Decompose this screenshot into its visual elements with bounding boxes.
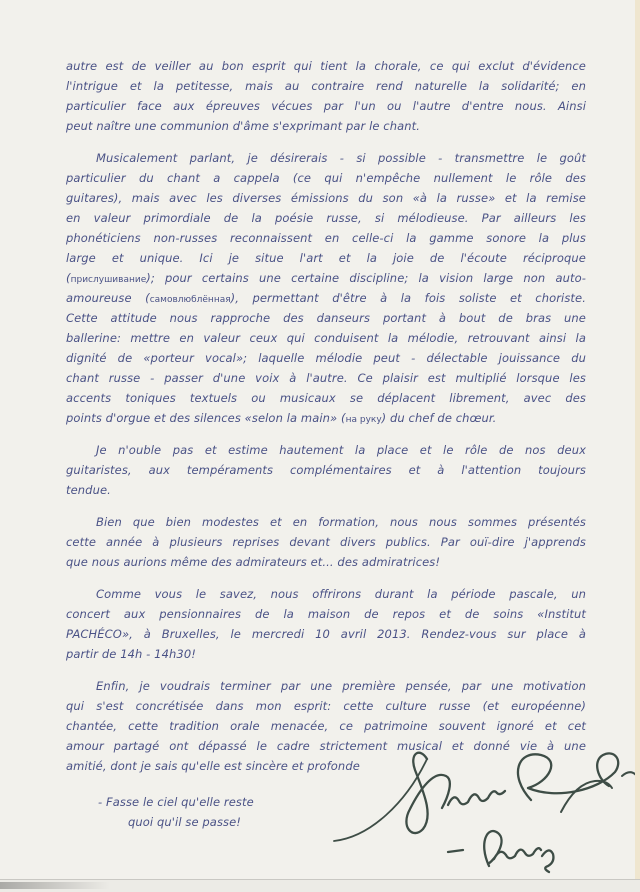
letter-line: partir de 14h - 14h30! [66,647,196,661]
letter-line: phonéticiens non-russes reconnaissent en celle-ci la gamme sonore la plus [66,231,586,245]
letter-line: dignité de «porteur vocal»; laquelle mélodie peut - délectable jouissance du [66,351,586,365]
paragraph [66,440,586,500]
paragraph [66,584,586,664]
signature-flourish [334,759,427,841]
letter-line: chant russe - passer d'une voix à l'autre. Ce plaisir est multiplié lorsque les [66,371,586,385]
signature-name-stroke [406,753,449,833]
paragraph [66,512,586,572]
letter-line: amour partagé ont dépassé le cadre strictement musical et donné vie à une [66,739,586,753]
letter-line: PACHÉCO», à Bruxelles, le mercredi 10 avril 2013. Rendez-vous sur place à [66,627,586,641]
letter-line: en valeur primordiale de la poésie russe, si mélodieuse. Par ailleurs les [66,211,586,225]
letter-line: autre est de veiller au bon esprit qui tient la chorale, ce qui exclut d'évidence [66,59,586,73]
letter-line: Musicalement parlant, je désirerais - si possible - transmettre le goût [96,151,586,165]
letter-line: ballerine: mettre en valeur ceux qui conduisent la mélodie, retrouvant ainsi la [66,331,586,345]
letter-line: accents toniques textuels ou musicaux se déplacent librement, avec des [66,391,586,405]
letter-line: guitaristes, aux tempéraments complémentaires et à l'attention toujours [66,463,586,477]
letter-line: que nous aurions même des admirateurs et... des admiratrices! [66,555,441,569]
letter-line: chantée, cette tradition orale menacée, ce patrimoine souvent ignoré et cet [66,719,586,733]
letter-line: guitares), mais avec les diverses émissions du son «à la russe» et la remise [66,191,586,205]
paragraph [66,56,586,136]
letter-line: Bien que bien modestes et en formation, nous nous sommes présentés [96,515,586,529]
signature [330,745,640,885]
letter-line: Comme vous le savez, nous offrirons durant la période pascale, un [96,587,586,601]
scan-right-edge [635,0,640,892]
letter-line: (прислушивание); pour certains une certaine discipline; la vision large non auto- [66,271,586,285]
signature-initial-stroke [448,850,463,852]
letter-line: Je n'ouble pas et estime hautement la place et le rôle de nos deux [96,443,586,457]
scan-corner-shadow [0,882,110,889]
letter-line: peut naître une communion d'âme s'exprimant par le chant. [66,119,421,133]
letter-line: cette année à plusieurs reprises devant divers publics. Par ouï-dire j'apprends [66,535,586,549]
paragraph [66,148,586,428]
letter-line: large et unique. Ici je situe l'art et la joie de l'écoute réciproque [66,251,586,265]
letter-line: Cette attitude nous rapproche des danseurs portant à bout de bras une [66,311,586,325]
letter-line: concert aux pensionnaires de la maison de repos et de soins «Institut [66,607,586,621]
letter-line: amitié, dont je sais qu'elle est sincère et profonde [66,759,360,773]
letter-line: l'intrigue et la petitesse, mais au contraire rend naturelle la solidarité; en [66,79,586,93]
letter-line: Enfin, je voudrais terminer par une première pensée, par une motivation [96,679,586,693]
letter-line: particulier face aux épreuves vécues par l'un ou l'autre d'entre nous. Ainsi [66,99,586,113]
letter-line: qui s'est concrétisée dans mon esprit: cette culture russe (et européenne) [66,699,586,713]
closing-line: quoi qu'il se passe! [128,815,242,829]
letter-body [66,56,586,832]
letter-line: points d'orgue et des silences «selon la main» (на руку) du chef de chœur. [66,411,497,425]
letter-line: tendue. [66,483,111,497]
letter-line: amoureuse (самовлюблённая), permettant d'être à la fois soliste et choriste. [66,291,586,305]
letter-line: particulier du chant a cappela (ce qui n'empêche nullement le rôle des [66,171,586,185]
closing-line: - Fasse le ciel qu'elle reste [98,795,254,809]
